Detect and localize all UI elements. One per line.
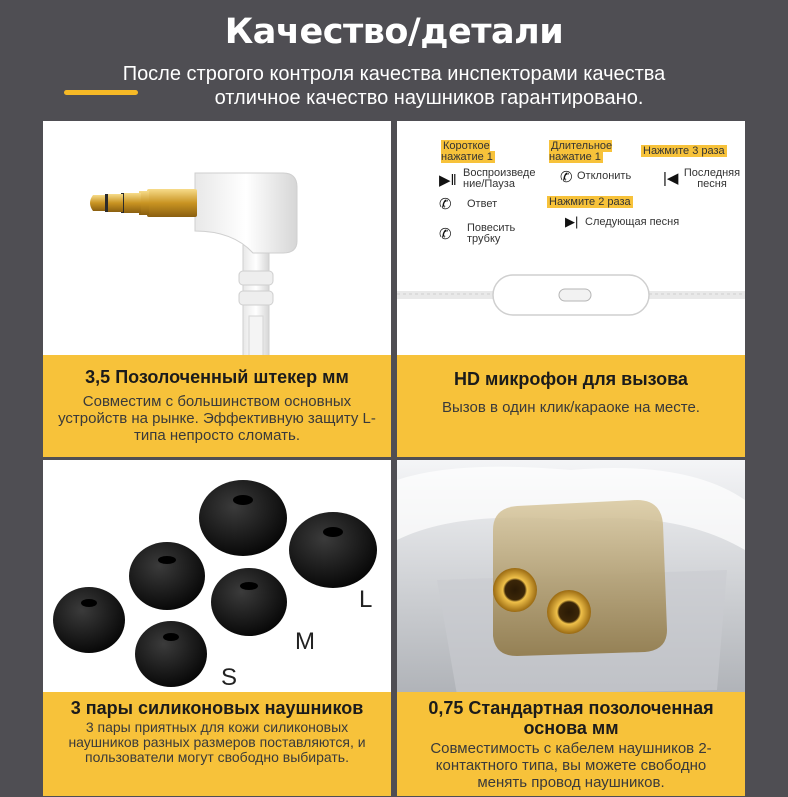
press-2-label: Нажмите 2 раза [549, 196, 631, 208]
answer-call-icon: ✆ [439, 196, 452, 213]
hang-up-icon: ✆ [439, 226, 452, 243]
plug-title: 3,5 Позолоченный штекер мм [85, 367, 349, 387]
page-title: Качество/детали [224, 12, 564, 52]
ear-tips-caption [43, 692, 391, 796]
size-l-label: L [359, 586, 373, 613]
accent-underline [64, 90, 138, 95]
remote-button [559, 289, 591, 301]
ear-tip-s-2 [135, 621, 207, 687]
mic-caption [397, 355, 745, 457]
size-m-label: M [295, 628, 315, 655]
socket-title: 0,75 Стандартная позолоченная основа мм [428, 698, 714, 738]
subtitle-line-1: После строгого контроля качества инспекторами качества [122, 63, 666, 85]
ear-tip-s-1 [53, 587, 125, 653]
size-s-label: S [221, 664, 238, 691]
subtitle-line-2: отличное качество наушников гарантировано. [214, 87, 644, 109]
long-press-label: Длительное нажатие 1 [549, 140, 613, 163]
mic-title: HD микрофон для вызова [454, 369, 688, 389]
ear-tips-image [43, 460, 391, 700]
ear-tips-panel [43, 460, 391, 796]
hang-up-label: Повесить трубку [467, 222, 516, 245]
socket-panel [397, 460, 745, 796]
socket-caption [397, 692, 745, 796]
plug-caption [43, 355, 391, 457]
previous-song-label: Последняя песня [683, 167, 741, 190]
plug-image [43, 121, 391, 361]
mic-panel [397, 121, 745, 457]
ear-tip-l-1 [199, 480, 287, 556]
plug-sleeve [147, 189, 197, 217]
socket-pin-1 [493, 568, 537, 612]
previous-track-icon: |◀ [663, 170, 679, 187]
ear-tips-title: 3 пары силиконовых наушников [70, 698, 364, 718]
next-track-icon: ▶| [565, 214, 579, 229]
press-3-label: Нажмите 3 раза [643, 145, 725, 157]
mic-remote-image [397, 251, 745, 361]
reject-label: Отклонить [577, 170, 632, 182]
socket-image [397, 460, 745, 700]
mic-desc: Вызов в один клик/караоке на месте. [442, 399, 700, 416]
plug-panel [43, 121, 391, 457]
socket-desc: Совместимость с кабелем наушников 2-контактного типа, вы можете свободно менять провод наушников. [430, 740, 712, 791]
ear-tip-m-2 [211, 568, 287, 636]
reject-call-icon: ✆ [560, 169, 573, 186]
ear-tip-l-2 [289, 512, 377, 588]
ear-tips-desc: 3 пары приятных для кожи силиконовых наушников разных размеров поставляются, и пользователи могут свободно выбирать. [68, 719, 366, 765]
short-press-label: Короткое нажатие 1 [441, 140, 493, 163]
ear-tip-m-1 [129, 542, 205, 610]
next-song-label: Следующая песня [585, 216, 680, 228]
play-pause-icon: ▶‖ [439, 172, 457, 189]
socket-pin-2 [547, 590, 591, 634]
plug-desc: Совместим с большинством основных устройств на рынке. Эффективную защиту L-типа непросто сломать. [58, 393, 376, 444]
page-subtitle [40, 62, 748, 110]
answer-label: Ответ [467, 198, 498, 210]
play-pause-label: Воспроизведе ние/Пауза [463, 167, 536, 190]
